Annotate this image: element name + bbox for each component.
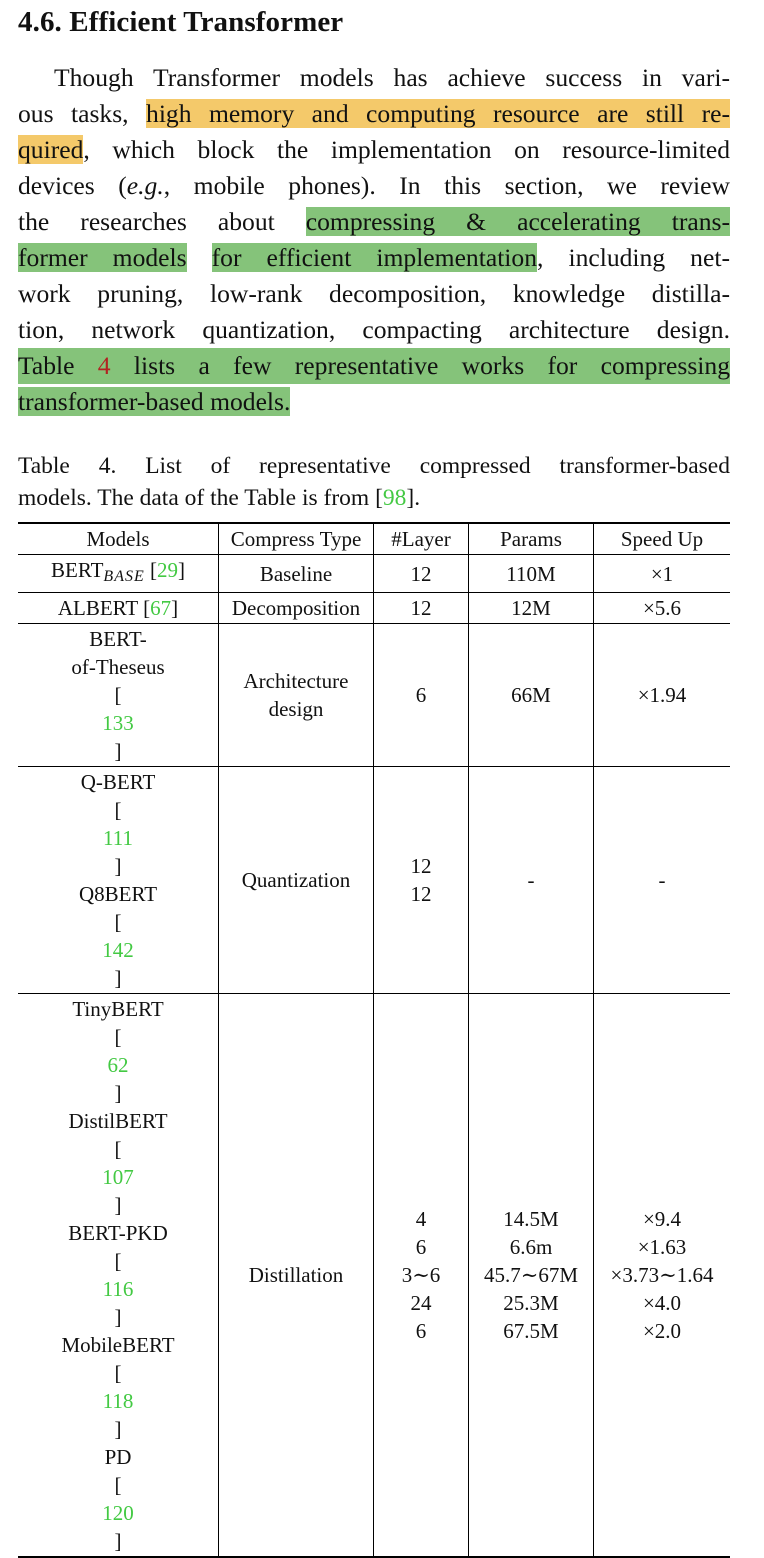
citation-link[interactable]: 111 xyxy=(103,826,133,850)
params-cell: - xyxy=(469,767,594,994)
params-cell: 110M xyxy=(469,555,594,593)
paragraph-line-6: former models for efficient implementation, including net- xyxy=(18,243,730,272)
table-reference-link[interactable]: 4 xyxy=(97,351,111,380)
header-models: Models xyxy=(18,523,219,555)
highlight-compressing: compressing & accelerating trans- xyxy=(305,207,730,236)
compress-type-cell: Decomposition xyxy=(219,593,374,624)
layer-cell: 12 xyxy=(374,555,469,593)
table-row xyxy=(18,767,730,994)
highlight-former-models: former models xyxy=(18,243,187,272)
citation-link[interactable]: 67 xyxy=(150,596,172,620)
compress-type-cell: Quantization xyxy=(219,767,374,994)
highlight-table-line: Table 4 lists a few representative works for compressing xyxy=(18,348,730,384)
speed-up-cell: ×1.94 xyxy=(594,624,731,767)
speed-up-cell: ×9.4 ×1.63 ×3.73∼1.64 ×4.0 ×2.0 xyxy=(594,994,731,1558)
paragraph-line-10 xyxy=(18,384,730,420)
highlight-efficient: for efficient implementation xyxy=(211,243,538,272)
citation-link[interactable]: 120 xyxy=(102,1501,134,1525)
speed-up-cell: ×5.6 xyxy=(594,593,731,624)
compress-type-cell: Baseline xyxy=(219,555,374,593)
header-layer: #Layer xyxy=(374,523,469,555)
speed-up-cell: ×1 xyxy=(594,555,731,593)
section-title: 4.6. Efficient Transformer xyxy=(18,6,344,38)
paragraph-line-8: tion, network quantization, compacting architecture design. xyxy=(18,315,730,344)
paragraph-line-7: work pruning, low-rank decomposition, knowledge distilla- xyxy=(18,279,730,308)
highlight-transformer-based: transformer-based models. xyxy=(18,387,291,416)
citation-link[interactable]: 116 xyxy=(102,1277,134,1301)
model-cell: TinyBERT [ 62 ] DistilBERT [ 107 ] BERT-PKD [ 116 ] MobileBERT [ 118 ] PD [ 120 ] xyxy=(18,994,219,1558)
header-compress-type: Compress Type xyxy=(219,523,374,555)
compress-type-cell: Distillation xyxy=(219,994,374,1558)
model-cell: $BERT_{BASE}$ [29] xyxy=(18,555,219,593)
layer-cell: 12 12 xyxy=(374,767,469,994)
layer-cell: 4 6 3∼6 24 6 xyxy=(374,994,469,1558)
table-caption: Table 4. List of representative compressed transformer-based models. The data of the Table is from [98]. xyxy=(18,453,730,511)
model-cell: Q-BERT [ 111 ] Q8BERT [ 142 ] xyxy=(18,767,219,994)
table-header-row xyxy=(18,523,730,555)
layer-cell: 6 xyxy=(374,624,469,767)
params-cell: 14.5M 6.6m 45.7∼67M 25.3M 67.5M xyxy=(469,994,594,1558)
citation-link[interactable]: 107 xyxy=(102,1165,134,1189)
highlight-memory: high memory and computing resource are still re- xyxy=(146,99,730,128)
speed-up-cell: - xyxy=(594,767,731,994)
model-cell: BERT- of-Theseus [ 133 ] xyxy=(18,624,219,767)
citation-link[interactable]: 142 xyxy=(102,938,134,962)
params-cell: 12M xyxy=(469,593,594,624)
paragraph-line-1: Though Transformer models has achieve success in vari- xyxy=(54,63,730,92)
paragraph-line-4: devices (e.g., mobile phones). In this section, we review xyxy=(18,171,730,200)
paragraph-line-2: ous tasks, high memory and computing resource are still re- xyxy=(18,99,730,128)
header-speed-up: Speed Up xyxy=(594,523,731,555)
table-row xyxy=(18,624,730,767)
citation-link[interactable]: 98 xyxy=(382,485,407,511)
paragraph-line-3: quired, which block the implementation on resource-limited xyxy=(18,135,730,164)
paragraph-line-5: the researches about compressing & accelerating trans- xyxy=(18,207,730,236)
citation-link[interactable]: 62 xyxy=(107,1053,129,1077)
compressed-models-table xyxy=(18,522,730,1558)
header-params: Params xyxy=(469,523,594,555)
compress-type-cell: Architecture design xyxy=(219,624,374,767)
params-cell: 66M xyxy=(469,624,594,767)
citation-link[interactable]: 133 xyxy=(102,711,134,735)
layer-cell: 12 xyxy=(374,593,469,624)
highlight-required: quired xyxy=(18,135,84,164)
table-row xyxy=(18,555,730,593)
table-row xyxy=(18,994,730,1558)
table-row xyxy=(18,593,730,624)
model-cell: ALBERT [67] xyxy=(18,593,219,624)
citation-link[interactable]: 118 xyxy=(102,1389,134,1413)
citation-link[interactable]: 29 xyxy=(157,558,178,582)
body-paragraph xyxy=(18,60,730,420)
